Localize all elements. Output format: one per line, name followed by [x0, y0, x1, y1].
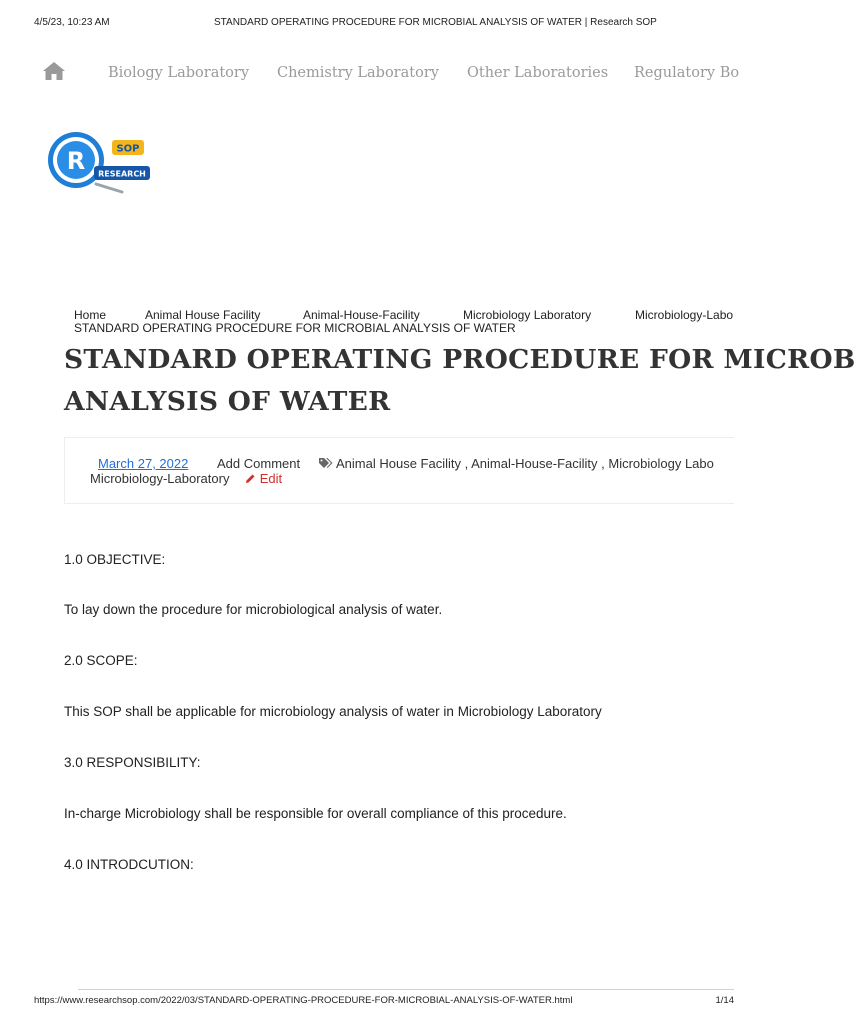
post-meta-row-2 — [90, 471, 282, 486]
section-text-scope: This SOP shall be applicable for microbiology analysis of water in Microbiology Laboratory — [64, 704, 602, 719]
breadcrumb-animal-house-facility-tag[interactable]: Animal-House-Facility — [303, 308, 420, 322]
print-header — [34, 17, 734, 29]
main-nav — [40, 58, 740, 92]
section-text-objective: To lay down the procedure for microbiological analysis of water. — [64, 602, 443, 617]
nav-item-biology-laboratory[interactable]: Biology Laboratory — [108, 65, 250, 81]
print-datetime: 4/5/23, 10:23 AM — [34, 17, 110, 28]
logo-letter: R — [66, 147, 86, 175]
site-logo[interactable] — [46, 128, 154, 196]
edit-label: Edit — [259, 471, 283, 486]
footer-divider — [78, 989, 734, 990]
nav-item-chemistry-laboratory[interactable]: Chemistry Laboratory — [277, 65, 439, 81]
print-page-number: 1/14 — [715, 995, 734, 1006]
post-tag-microbiology-laboratory[interactable]: Microbiology-Laboratory — [90, 471, 230, 486]
page-title-line-2: ANALYSIS OF WATER — [64, 386, 391, 417]
breadcrumb-home[interactable]: Home — [74, 308, 107, 322]
tags-icon — [318, 457, 333, 469]
section-heading-scope: 2.0 SCOPE: — [64, 653, 138, 668]
breadcrumb-microbiology-laboratory[interactable]: Microbiology Laboratory — [463, 308, 592, 322]
print-page-title: STANDARD OPERATING PROCEDURE FOR MICROBIAL ANALYSIS OF WATER | Research SOP — [214, 17, 657, 28]
nav-item-regulatory-bodies[interactable]: Regulatory Bo — [634, 65, 740, 81]
section-heading-introduction: 4.0 INTRODCUTION: — [64, 857, 194, 872]
post-tags-list[interactable]: Animal House Facility , Animal-House-Facility , Microbiology Labo — [336, 456, 714, 471]
section-heading-objective: 1.0 OBJECTIVE: — [64, 552, 166, 567]
page-title — [64, 339, 856, 423]
section-heading-responsibility: 3.0 RESPONSIBILITY: — [64, 755, 201, 770]
breadcrumb-microbiology-laboratory-tag[interactable]: Microbiology-Labo — [635, 308, 734, 322]
logo-badge: SOP — [116, 143, 140, 155]
logo-word: RESEARCH — [98, 169, 146, 179]
print-footer-url: https://www.researchsop.com/2022/03/STANDARD-OPERATING-PROCEDURE-FOR-MICROBIAL-ANALYSIS-OF-WATER.html — [34, 995, 573, 1006]
section-text-responsibility: In-charge Microbiology shall be responsible for overall compliance of this procedure. — [64, 806, 567, 821]
post-tags — [318, 456, 714, 471]
home-icon[interactable] — [42, 60, 66, 82]
add-comment-link[interactable]: Add Comment — [217, 456, 301, 471]
breadcrumb-current: STANDARD OPERATING PROCEDURE FOR MICROBIAL ANALYSIS OF WATER — [74, 321, 516, 335]
page-title-line-1: STANDARD OPERATING PROCEDURE FOR MICROB — [64, 344, 856, 375]
nav-item-other-laboratories[interactable]: Other Laboratories — [467, 65, 609, 81]
breadcrumb-animal-house-facility[interactable]: Animal House Facility — [145, 308, 261, 322]
pencil-icon — [245, 473, 256, 484]
post-meta — [64, 437, 734, 504]
post-date-link[interactable]: March 27, 2022 — [98, 456, 189, 471]
breadcrumb — [74, 308, 734, 338]
edit-link[interactable] — [245, 471, 282, 486]
